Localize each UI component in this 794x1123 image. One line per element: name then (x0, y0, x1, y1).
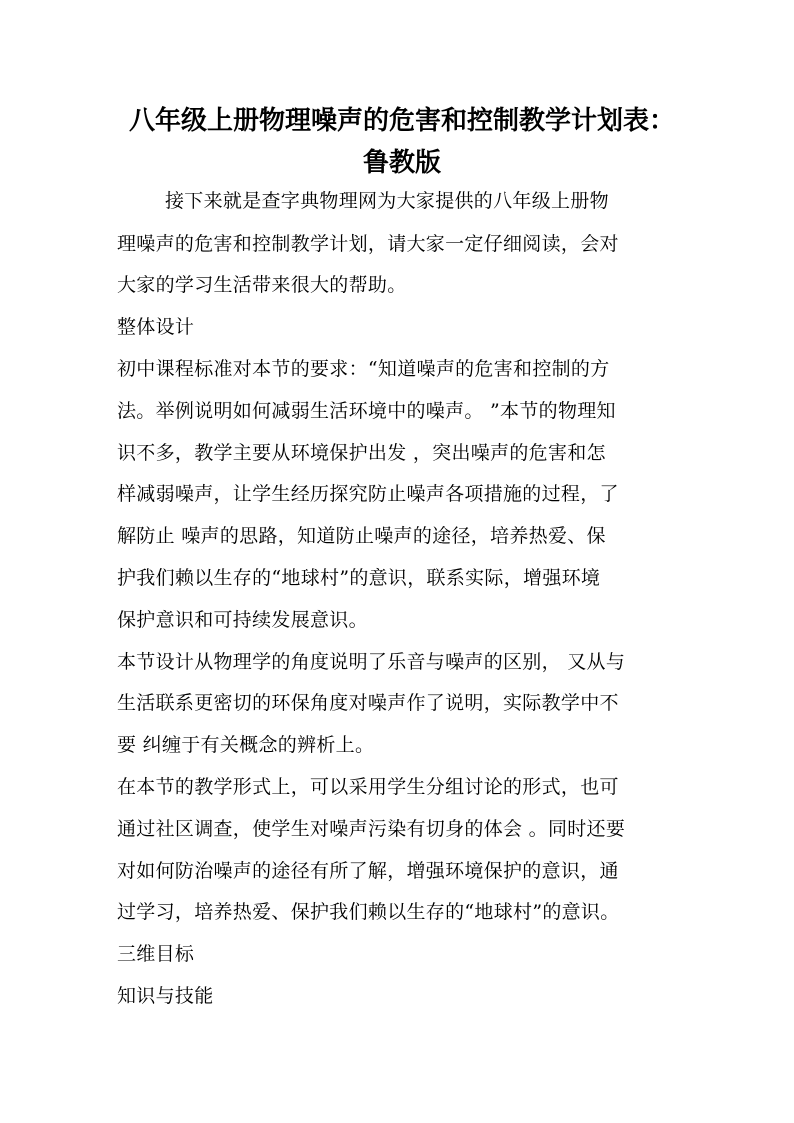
intro-line-2: 理噪声的危害和控制教学计划，请大家一定仔细阅读，会对 (117, 233, 619, 255)
paragraph-line: 法。举例说明如何减弱生活环境中的噪声。 ”本节的物理知 (117, 400, 616, 422)
paragraph-line: 解防止 噪声的思路，知道防止噪声的途径，培养热爱、保 (117, 525, 606, 547)
paragraph-line: 通过社区调查，使学生对噪声污染有切身的体会 。同时还要 (117, 818, 626, 840)
paragraph-line: 对如何防治噪声的途径有所了解，增强环境保护的意识，通 (117, 860, 619, 882)
paragraph-line: 识不多，教学主要从环境保护出发 ，突出噪声的危害和怎 (117, 442, 606, 464)
intro-line-3: 大家的学习生活带来很大的帮助。 (117, 274, 407, 296)
section-heading-overall-design: 整体设计 (117, 316, 195, 338)
paragraph-line: 过学习，培养热爱、保护我们赖以生存的“地球村”的意识。 (117, 901, 620, 923)
paragraph-line: 护我们赖以生存的“地球村”的意识，联系实际，增强环境 (117, 567, 601, 589)
document-title-line-2: 鲁教版 (362, 148, 441, 178)
intro-line-1: 接下来就是查字典物理网为大家提供的八年级上册物 (165, 190, 609, 212)
section-heading-knowledge-and-skills: 知识与技能 (117, 985, 214, 1007)
section-heading-three-dimensional-goals: 三维目标 (117, 943, 195, 965)
paragraph-line: 初中课程标准对本节的要求：“知道噪声的危害和控制的方 (117, 358, 610, 380)
paragraph-line: 生活联系更密切的环保角度对噪声作了说明，实际教学中不 (117, 692, 619, 714)
paragraph-line: 本节设计从物理学的角度说明了乐音与噪声的区别， 又从与 (117, 651, 626, 673)
paragraph-line: 保护意识和可持续发展意识。 (117, 609, 368, 631)
document-title-line-1: 八年级上册物理噪声的危害和控制教学计划表： (128, 106, 675, 136)
paragraph-line: 在本节的教学形式上，可以采用学生分组讨论的形式，也可 (117, 776, 619, 798)
paragraph-line: 要 纠缠于有关概念的辨析上。 (117, 734, 375, 756)
paragraph-line: 样减弱噪声，让学生经历探究防止噪声各项措施的过程，了 (117, 483, 619, 505)
